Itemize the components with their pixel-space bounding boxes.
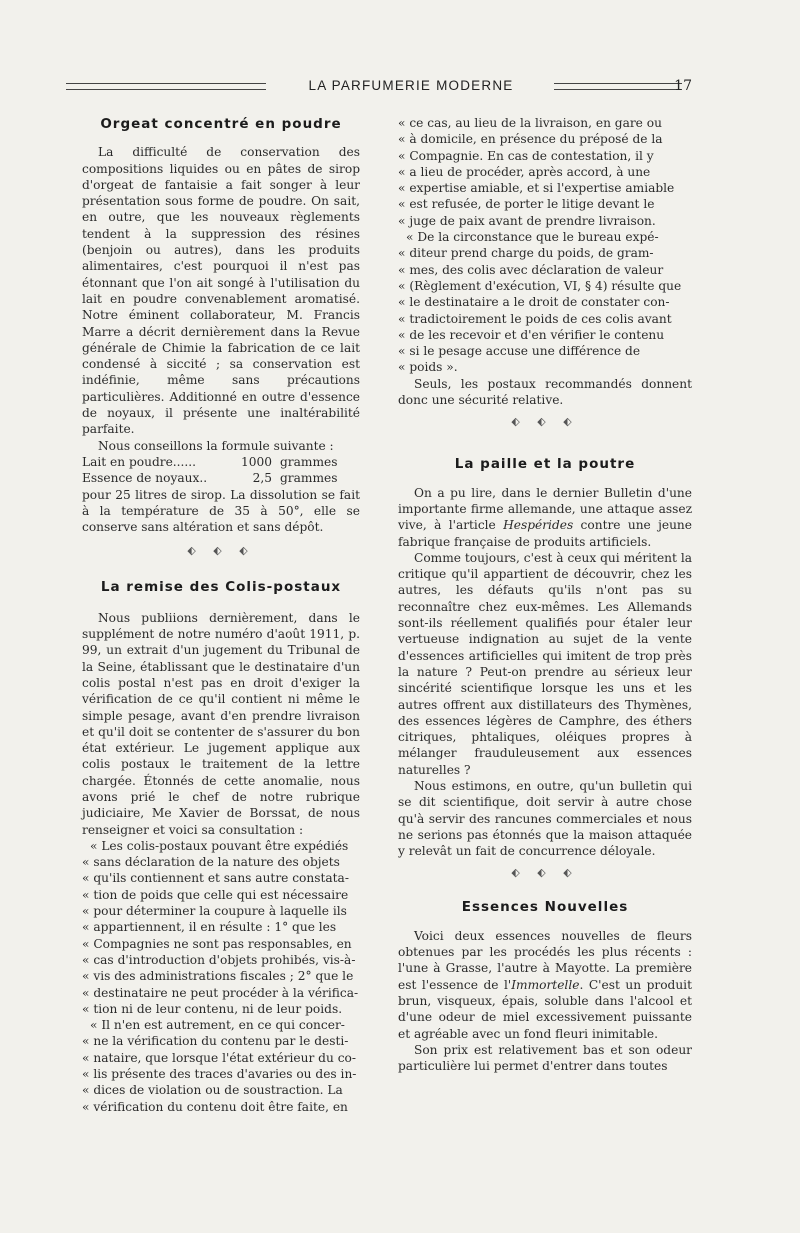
quote-line: « cas d'introduction d'objets prohibés, vis-à- [82,952,360,968]
quote-line: « Les colis-postaux pouvant être expédiés [82,838,360,854]
paille-paragraph-1 [398,485,692,550]
quote-line: « mes, des colis avec déclaration de valeur [398,262,692,278]
paille-paragraph-3: Nous estimons, en outre, qu'un bulletin qui se dit scientifique, doit servir à autre chose qu'à servir des rancunes commerciales et nous ne serions pas étonnés que la maison attaquée y relevât un fait de concurrence déloyale. [398,778,692,859]
recipe-row [82,470,360,486]
orgeat-paragraph-3: pour 25 litres de sirop. La dissolution se fait à la température de 35 à 50°, elle se conserve sans altération et sans dépôt. [82,487,360,535]
page-number: 17 [674,78,692,94]
quote-line: « vis des administrations fiscales ; 2° que le [82,968,360,984]
ornament-divider: ⬖ ⬖ ⬖ [187,544,255,558]
quote-line: « nataire, que lorsque l'état extérieur du co- [82,1050,360,1066]
quote-line: « de les recevoir et d'en vérifier le contenu [398,327,692,343]
quote-line: « ne la vérification du contenu par le desti- [82,1033,360,1049]
quote-line: « vérification du contenu doit être faite, en [82,1099,360,1115]
recipe-unit: grammes [280,454,338,469]
recipe-row [82,454,360,470]
paille-p1-end: contre une jeune fabrique française de produits artificiels. [398,518,692,549]
left-column [82,116,360,1115]
essences-paragraph-1 [398,928,692,1042]
quote-line: « (Règlement d'exécution, VI, § 4) résulte que [398,278,692,294]
quote-line: « si le pesage accuse une différence de [398,343,692,359]
orgeat-recipe [82,454,360,487]
essences-paragraph-2: Son prix est relativement bas et son odeur particulière lui permet d'entrer dans toutes [398,1042,692,1074]
paille-paragraph-2: Comme toujours, c'est à ceux qui méritent la critique qu'il appartient de découvrir, chez les autres, les défauts qu'ils n'ont pas su reconnaître chez eux-mêmes. Les Allemands sont-ils réellement qualifiés pour étaler leur vertueuse indignation au sujet de la vente d'essences artificielles qui imitent de trop près la nature ? Peut-on prendre au sérieux leur sincérité scientifique lorsque les uns et les autres offrent aux distillateurs des Thymènes, des essences légères de Camphre, des éthers citriques, phtaliques, oléiques propres à mélanger frauduleusement aux essences naturelles ? [398,550,692,777]
colis-paragraph-end: Seuls, les postaux recommandés donnent donc une sécurité relative. [398,376,692,408]
colis-quote-right [398,115,692,376]
quote-line: « a lieu de procéder, après accord, à une [398,164,692,180]
essences-p1-start: Voici deux essences nouvelles de fleurs obtenues par les procédés les plus récents : l'une à Grasse, l'autre à Mayotte. La première est l'essence de l' [398,928,692,992]
quote-line: « diteur prend charge du poids, de gram- [398,245,692,261]
quote-line: « juge de paix avant de prendre livraison. [398,213,692,229]
running-header [66,78,696,100]
quote-line: « le destinataire a le droit de constater con- [398,294,692,310]
recipe-unit: grammes [280,471,338,486]
quote-line: « Compagnie. En cas de contestation, il y [398,148,692,164]
quote-line: « est refusée, de porter le litige devant le [398,196,692,212]
ornament-divider: ⬖ ⬖ ⬖ [511,866,579,880]
orgeat-heading: Orgeat concentré en poudre [100,116,342,132]
essences-heading: Essences Nouvelles [461,899,629,916]
quote-line: « De la circonstance que le bureau expé- [398,229,692,245]
quote-line: « tradictoirement le poids de ces colis avant [398,311,692,327]
quote-line: « ce cas, au lieu de la livraison, en gare ou [398,115,692,131]
orgeat-paragraph-1: La difficulté de conservation des compositions liquides ou en pâtes de sirop d'orgeat de fantaisie a fait songer à leur présentation sous forme de poudre. On sait, en outre, que les nouveaux règlements tendent à la suppression des résines (benjoin ou autres), dans les produits alimentaires, c'est pourquoi il n'est pas étonnant que l'on ait songé à l'utilisation du lait en poudre convenablement aromatisé. Notre éminent collaborateur, M. Francis Marre a décrit dernièrement dans la Revue générale de Chimie la fabrication de ce lait condensé à siccité ; sa conservation est indéfinie, même sans précautions particulières. Additionné en outre d'essence de noyaux, il présente une inaltérabilité parfaite. [82,145,360,437]
paille-heading: La paille et la poutre [454,456,636,473]
quote-line: « tion de poids que celle qui est nécessaire [82,887,360,903]
quote-line: « lis présente des traces d'avaries ou des in- [82,1066,360,1082]
recipe-quantity: 1000 [240,454,272,469]
quote-line: « à domicile, en présence du préposé de la [398,131,692,147]
recipe-ingredient: Lait en poudre...... [82,454,197,469]
ornament-divider: ⬖ ⬖ ⬖ [511,415,579,429]
header-rule-left [66,83,266,90]
quote-line: « Il n'en est autrement, en ce qui concer- [82,1017,360,1033]
essences-p1-emphasis: Immortelle [511,977,580,992]
quote-line: « dices de violation ou de soustraction. La [82,1082,360,1098]
quote-line: « tion ni de leur contenu, ni de leur poids. [82,1001,360,1017]
header-rule-right [554,83,682,90]
quote-line: « poids ». [398,359,692,375]
quote-line: « appartiennent, il en résulte : 1° que les [82,919,360,935]
quote-line: « qu'ils contiennent et sans autre constata- [82,870,360,886]
quote-line: « sans déclaration de la nature des objets [82,854,360,870]
quote-line: « expertise amiable, et si l'expertise amiable [398,180,692,196]
colis-paragraph-1: Nous publiions dernièrement, dans le supplément de notre numéro d'août 1911, p. 99, un extrait d'un jugement du Tribunal de la Seine, établissant que le destinataire d'un colis postal n'est pas en droit d'exiger la vérification de ce qu'il contient ni même le simple pesage, avant d'en prendre livraison et qu'il doit se contenter de s'assurer du bon état extérieur. Le jugement applique aux colis postaux le traitement de la lettre chargée. Étonnés de cette anomalie, nous avons prié le chef de notre rubrique judiciaire, Me Xavier de Borssat, de nous renseigner et voici sa consultation : [82,610,360,837]
essences-p1-end: . C'est un produit brun, visqueux, épais, soluble dans l'alcool et d'une odeur de miel excessivement puissante et agréable avec un fond fleuri inimitable. [398,977,692,1041]
quote-line: « destinataire ne peut procéder à la vérifica- [82,985,360,1001]
right-column [398,115,692,1074]
recipe-quantity: 2,5 [252,471,272,486]
paille-p1-start: On a pu lire, dans le dernier Bulletin d'une importante firme allemande, une attaque assez vive, à l'article [398,485,692,533]
colis-heading: La remise des Colis-postaux [100,579,342,596]
quote-line: « pour déterminer la coupure à laquelle ils [82,903,360,919]
paille-p1-emphasis: Hespérides [503,518,574,533]
orgeat-paragraph-2: Nous conseillons la formule suivante : [98,438,334,453]
quote-line: « Compagnies ne sont pas responsables, en [82,936,360,952]
recipe-ingredient: Essence de noyaux.. [82,471,208,486]
colis-quote-left [82,838,360,1115]
journal-title: LA PARFUMERIE MODERNE [308,78,514,93]
